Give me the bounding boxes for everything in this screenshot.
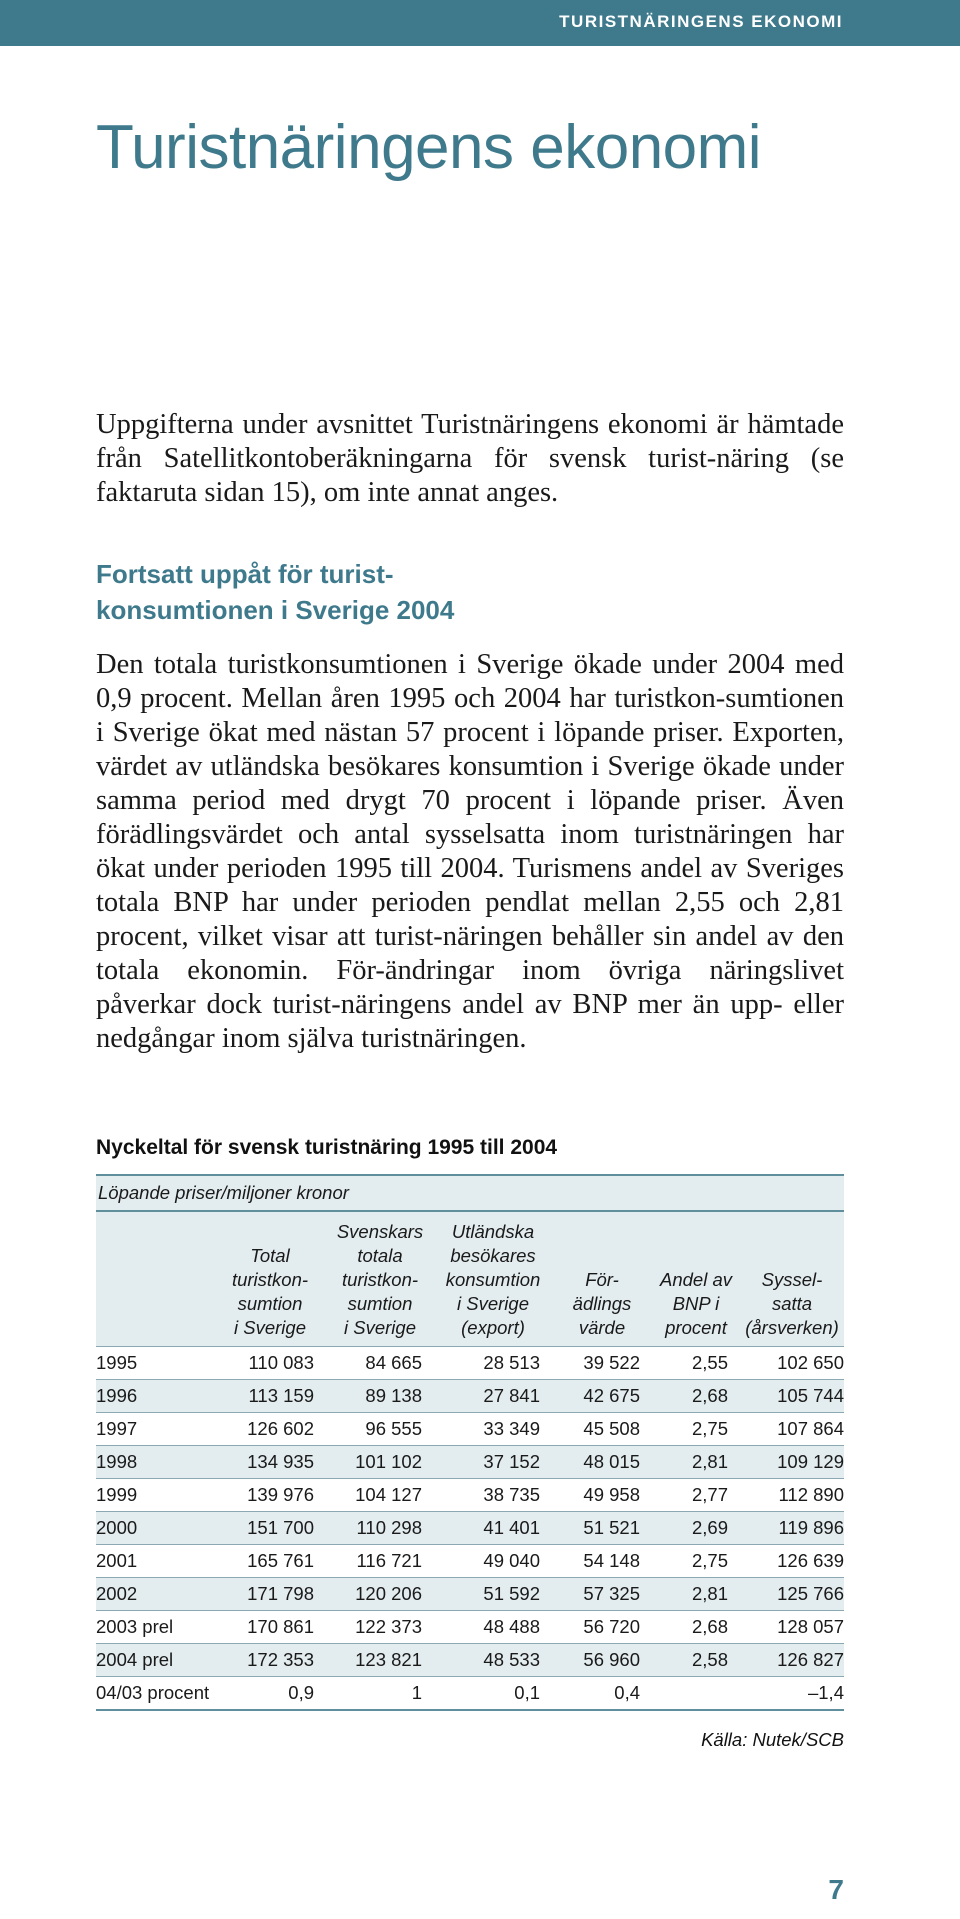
section-heading — [96, 556, 796, 628]
row-label: 04/03 procent — [96, 1677, 214, 1711]
table-cell: 110 083 — [214, 1347, 326, 1380]
section-heading-line-1: Fortsatt uppåt för turist- — [96, 559, 394, 589]
table-cell: 49 040 — [434, 1545, 552, 1578]
column-header: Total turistkon- sumtion i Sverige — [214, 1211, 326, 1347]
table-cell: 122 373 — [326, 1611, 434, 1644]
source-note: Källa: Nutek/SCB — [701, 1729, 844, 1750]
column-header: Andel av BNP i procent — [652, 1211, 740, 1347]
table-cell: 96 555 — [326, 1413, 434, 1446]
table-cell: 126 639 — [740, 1545, 844, 1578]
table-cell: 1 — [326, 1677, 434, 1711]
running-title: TURISTNÄRINGENS EKONOMI — [559, 12, 843, 31]
table-cell: 2,69 — [652, 1512, 740, 1545]
table-cell: 48 533 — [434, 1644, 552, 1677]
table-cell: 123 821 — [326, 1644, 434, 1677]
table-cell: 2,75 — [652, 1545, 740, 1578]
table-row — [96, 1611, 844, 1644]
table-cell: 165 761 — [214, 1545, 326, 1578]
statistics-table — [96, 1174, 844, 1711]
table-cell: 39 522 — [552, 1347, 652, 1380]
table-cell: 102 650 — [740, 1347, 844, 1380]
table-cell: 84 665 — [326, 1347, 434, 1380]
table-cell — [652, 1677, 740, 1711]
unit-row — [96, 1175, 844, 1211]
table-cell: 38 735 — [434, 1479, 552, 1512]
table-cell: 37 152 — [434, 1446, 552, 1479]
table-cell: 2,81 — [652, 1578, 740, 1611]
table-cell: 101 102 — [326, 1446, 434, 1479]
table-cell: 41 401 — [434, 1512, 552, 1545]
table-cell: 107 864 — [740, 1413, 844, 1446]
table-cell: 51 521 — [552, 1512, 652, 1545]
table-row — [96, 1512, 844, 1545]
table-row — [96, 1644, 844, 1677]
table-cell: 54 148 — [552, 1545, 652, 1578]
row-label: 1996 — [96, 1380, 214, 1413]
table-cell: 45 508 — [552, 1413, 652, 1446]
row-label: 2000 — [96, 1512, 214, 1545]
table-cell: 28 513 — [434, 1347, 552, 1380]
table-cell: 51 592 — [434, 1578, 552, 1611]
table-row — [96, 1677, 844, 1711]
table-cell: 89 138 — [326, 1380, 434, 1413]
table-cell: 170 861 — [214, 1611, 326, 1644]
header-bar — [0, 0, 960, 46]
table-cell: 139 976 — [214, 1479, 326, 1512]
table-cell: 171 798 — [214, 1578, 326, 1611]
page-number: 7 — [828, 1874, 844, 1905]
table-cell: 116 721 — [326, 1545, 434, 1578]
table-cell: 2,75 — [652, 1413, 740, 1446]
table-cell: 125 766 — [740, 1578, 844, 1611]
table-cell: 2,58 — [652, 1644, 740, 1677]
table-row — [96, 1413, 844, 1446]
table-cell: 0,4 — [552, 1677, 652, 1711]
table-header-row — [96, 1211, 844, 1347]
table-cell: 27 841 — [434, 1380, 552, 1413]
page-title: Turistnäringens ekonomi — [96, 113, 762, 182]
row-label: 2003 prel — [96, 1611, 214, 1644]
table-cell: 49 958 — [552, 1479, 652, 1512]
table-cell: 2,81 — [652, 1446, 740, 1479]
section-paragraph: Den totala turistkonsumtionen i Sverige ökade under 2004 med 0,9 procent. Mellan åren 1995 och 2004 har turistkon-sumtionen i Sverige ökat med nästan 57 procent i löpande priser. Exporten, värdet av utländska besökares konsumtion i Sverige ökade under samma period med drygt 70 procent i löpande priser. Även förädlingsvärdet och antal sysselsatta inom turistnäringen har ökat under perioden 1995 till 2004. Turismens andel av Sveriges totala BNP har under perioden pendlat mellan 2,55 och 2,81 procent, vilket visar att turist-näringen behåller sin andel av den totala ekonomin. För-ändringar inom övriga näringslivet påverkar dock turist-näringens andel av BNP mer än upp- eller nedgångar inom själva turistnäringen. — [96, 649, 844, 1054]
row-label: 2004 prel — [96, 1644, 214, 1677]
table-cell: 2,55 — [652, 1347, 740, 1380]
table-cell: 151 700 — [214, 1512, 326, 1545]
table-cell: 110 298 — [326, 1512, 434, 1545]
table-title: Nyckeltal för svensk turistnäring 1995 till 2004 — [96, 1136, 558, 1159]
table-cell: 120 206 — [326, 1578, 434, 1611]
table-cell: 2,68 — [652, 1380, 740, 1413]
table-cell: 126 602 — [214, 1413, 326, 1446]
table-cell: 2,77 — [652, 1479, 740, 1512]
column-header: Syssel- satta (årsverken) — [740, 1211, 844, 1347]
table-row — [96, 1479, 844, 1512]
table-cell: –1,4 — [740, 1677, 844, 1711]
table-row — [96, 1446, 844, 1479]
table-cell: 56 720 — [552, 1611, 652, 1644]
section-heading-line-2: konsumtionen i Sverige 2004 — [96, 595, 455, 625]
table-cell: 134 935 — [214, 1446, 326, 1479]
column-header — [96, 1211, 214, 1347]
table-cell: 42 675 — [552, 1380, 652, 1413]
row-label: 1998 — [96, 1446, 214, 1479]
table-cell: 112 890 — [740, 1479, 844, 1512]
intro-paragraph: Uppgifterna under avsnittet Turistnäringens ekonomi är hämtade från Satellitkontoberäkningarna för svensk turist-näring (se faktaruta sidan 15), om inte annat anges. — [96, 409, 844, 508]
column-header: Svenskars totala turistkon- sumtion i Sverige — [326, 1211, 434, 1347]
table-cell: 126 827 — [740, 1644, 844, 1677]
table-cell: 57 325 — [552, 1578, 652, 1611]
table-cell: 33 349 — [434, 1413, 552, 1446]
table-cell: 104 127 — [326, 1479, 434, 1512]
table-cell: 128 057 — [740, 1611, 844, 1644]
table-row — [96, 1347, 844, 1380]
row-label: 1999 — [96, 1479, 214, 1512]
unit-note: Löpande priser/miljoner kronor — [96, 1175, 844, 1211]
row-label: 1995 — [96, 1347, 214, 1380]
table-row — [96, 1545, 844, 1578]
table-cell: 172 353 — [214, 1644, 326, 1677]
table-cell: 109 129 — [740, 1446, 844, 1479]
table-row — [96, 1578, 844, 1611]
row-label: 2002 — [96, 1578, 214, 1611]
table-cell: 0,9 — [214, 1677, 326, 1711]
table-cell: 48 015 — [552, 1446, 652, 1479]
table-cell: 2,68 — [652, 1611, 740, 1644]
table-row — [96, 1380, 844, 1413]
table-cell: 119 896 — [740, 1512, 844, 1545]
table-cell: 105 744 — [740, 1380, 844, 1413]
column-header: Utländska besökares konsumtion i Sverige (export) — [434, 1211, 552, 1347]
table-cell: 48 488 — [434, 1611, 552, 1644]
table-cell: 0,1 — [434, 1677, 552, 1711]
column-header: För- ädlings värde — [552, 1211, 652, 1347]
row-label: 2001 — [96, 1545, 214, 1578]
table-cell: 56 960 — [552, 1644, 652, 1677]
row-label: 1997 — [96, 1413, 214, 1446]
table-cell: 113 159 — [214, 1380, 326, 1413]
